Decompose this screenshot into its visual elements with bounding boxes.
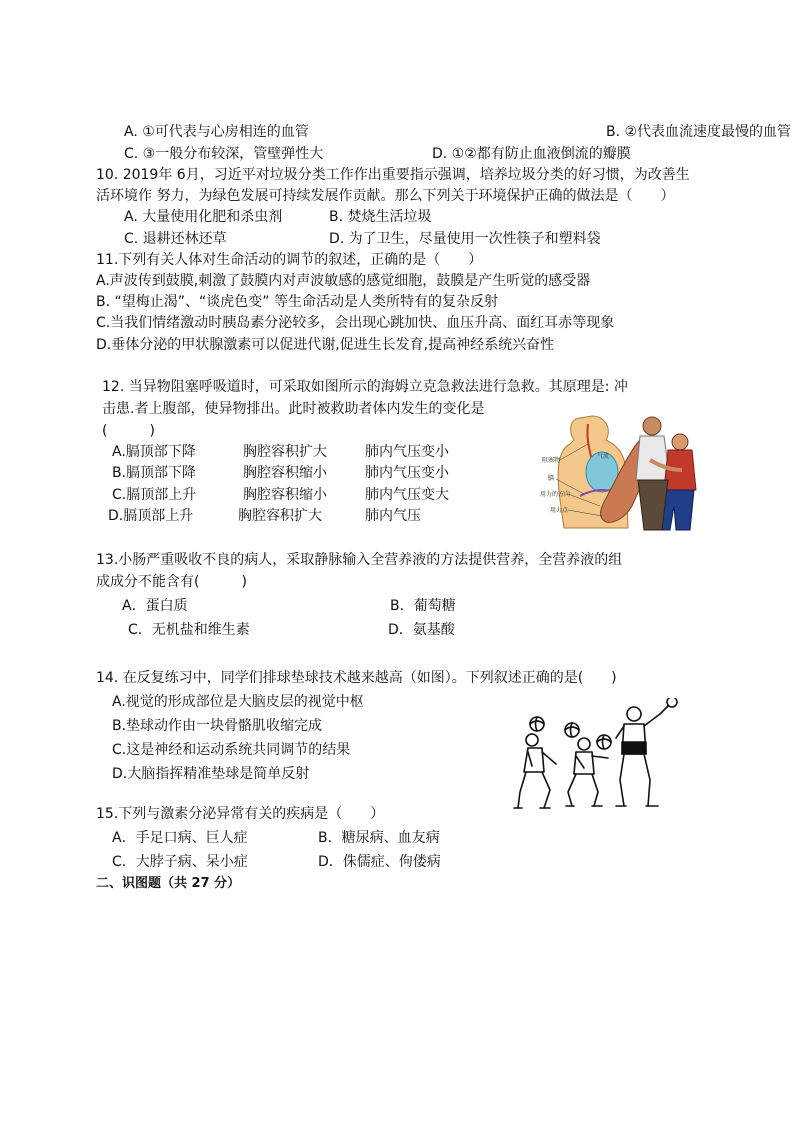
q9-option-c: C. ③一般分布较深，管壁弹性大	[124, 146, 324, 162]
q15-option-c: C．大脖子病、呆小症	[112, 854, 248, 870]
q11-option-c: C.当我们情绪激动时胰岛素分泌较多，会出现心跳加快、血压升高、面红耳赤等现象	[96, 315, 615, 331]
q13-option-c: C．无机盐和维生素	[128, 622, 250, 638]
q14-stem: 14. 在反复练习中，同学们排球垫球技术越来越高（如图）。下列叙述正确的是( )	[96, 670, 617, 686]
q12-option-b-col1: B.膈顶部下降	[112, 465, 197, 481]
q11-stem: 11.下列有关人体对生命活动的调节的叙述，正确的是（ ）	[96, 252, 483, 268]
q11-option-d: D.垂体分泌的甲状腺激素可以促进代谢,促进生长发育,提高神经系统兴奋性	[96, 337, 555, 353]
q13-option-b: B．葡萄糖	[390, 598, 456, 614]
q10-option-a: A. 大量使用化肥和杀虫剂	[124, 209, 283, 225]
q10-option-b: B. 焚烧生活垃圾	[329, 209, 432, 225]
q11-option-b: B. “望梅止渴”、“谈虎色变” 等生命活动是人类所特有的复杂反射	[96, 294, 498, 310]
q12-option-d-col3: 肺内气压	[365, 508, 421, 524]
q15-stem: 15.下列与激素分泌异常有关的疾病是（ ）	[96, 806, 385, 822]
figure-label-diaphragm: 膈	[548, 476, 555, 482]
q12-option-a-col3: 肺内气压变小	[365, 444, 449, 460]
q9-option-b: B. ②代表血流速度最慢的血管	[606, 124, 792, 140]
q10-option-c: C. 退耕还林还草	[124, 231, 227, 247]
q15-option-d: D．侏儒症、佝偻病	[318, 854, 441, 870]
q12-option-c-col2: 胸腔容积缩小	[243, 487, 327, 503]
q9-option-a: A. ①可代表与心房相连的血管	[124, 124, 309, 140]
volleyball-players-figure	[512, 698, 692, 812]
q12-option-d-col2: 胸腔容积扩大	[238, 508, 322, 524]
q15-option-b: B．糖尿病、血友病	[318, 830, 440, 846]
q13-option-d: D．氨基酸	[388, 622, 455, 638]
figure-label-airflow: 气流	[597, 454, 610, 460]
q12-option-d-col1: D.膈顶部上升	[108, 508, 194, 524]
q13-stem-line1: 13.小肠严重吸收不良的病人，采取静脉输入全营养液的方法提供营养，全营养液的组	[96, 552, 623, 568]
q15-option-a: A．手足口病、巨人症	[112, 830, 248, 846]
q12-option-a-col1: A.膈顶部下降	[112, 444, 196, 460]
q11-option-a: A.声波传到鼓膜,刺激了鼓膜内对声波敏感的感觉细胞，鼓膜是产生听觉的感受器	[96, 273, 591, 289]
q13-stem-line2: 成成分不能含有( )	[96, 574, 247, 590]
q10-stem-line1: 10. 2019年 6月，习近平对垃圾分类工作作出重要指示强调，培养垃圾分类的好习惯，为改善生	[96, 167, 690, 183]
figure-label-force-point: 用力点	[550, 508, 569, 514]
q10-stem-line2: 活环境作 努力，为绿色发展可持续发展作贡献。那么下列关于环境保护正确的做法是（ ）	[96, 188, 675, 204]
q12-option-a-col2: 胸腔容积扩大	[243, 444, 327, 460]
q14-option-c: C.这是神经和运动系统共同调节的结果	[112, 742, 351, 758]
q12-answer-paren: ( )	[102, 423, 155, 439]
q9-option-d: D. ①②都有防止血液倒流的瓣膜	[432, 146, 631, 162]
heimlich-maneuver-figure	[540, 410, 700, 532]
q12-stem-line1: 12. 当异物阻塞呼吸道时，可采取如图所示的海姆立克急救法进行急救。其原理是: 冲	[102, 379, 628, 395]
section2-title: 二、识图题（共 27 分）	[96, 876, 241, 891]
q14-option-a: A.视觉的形成部位是大脑皮层的视觉中枢	[112, 694, 364, 710]
figure-label-obstacle: 阻塞物	[542, 458, 561, 464]
q13-option-a: A．蛋白质	[122, 598, 188, 614]
q12-option-c-col3: 肺内气压变大	[365, 487, 449, 503]
figure-label-direction: 用力的方向	[540, 492, 571, 498]
q12-option-b-col3: 肺内气压变小	[365, 465, 449, 481]
q12-option-b-col2: 胸腔容积缩小	[243, 465, 327, 481]
q14-option-b: B.垫球动作由一块骨骼肌收缩完成	[112, 718, 323, 734]
q12-stem-line2: 击患.者上腹部，使异物排出。此时被救助者体内发生的变化是	[102, 401, 485, 417]
q10-option-d: D. 为了卫生，尽量使用一次性筷子和塑料袋	[329, 231, 601, 247]
q12-option-c-col1: C.膈顶部上升	[112, 487, 197, 503]
q14-option-d: D.大脑指挥精准垫球是简单反射	[112, 766, 310, 782]
